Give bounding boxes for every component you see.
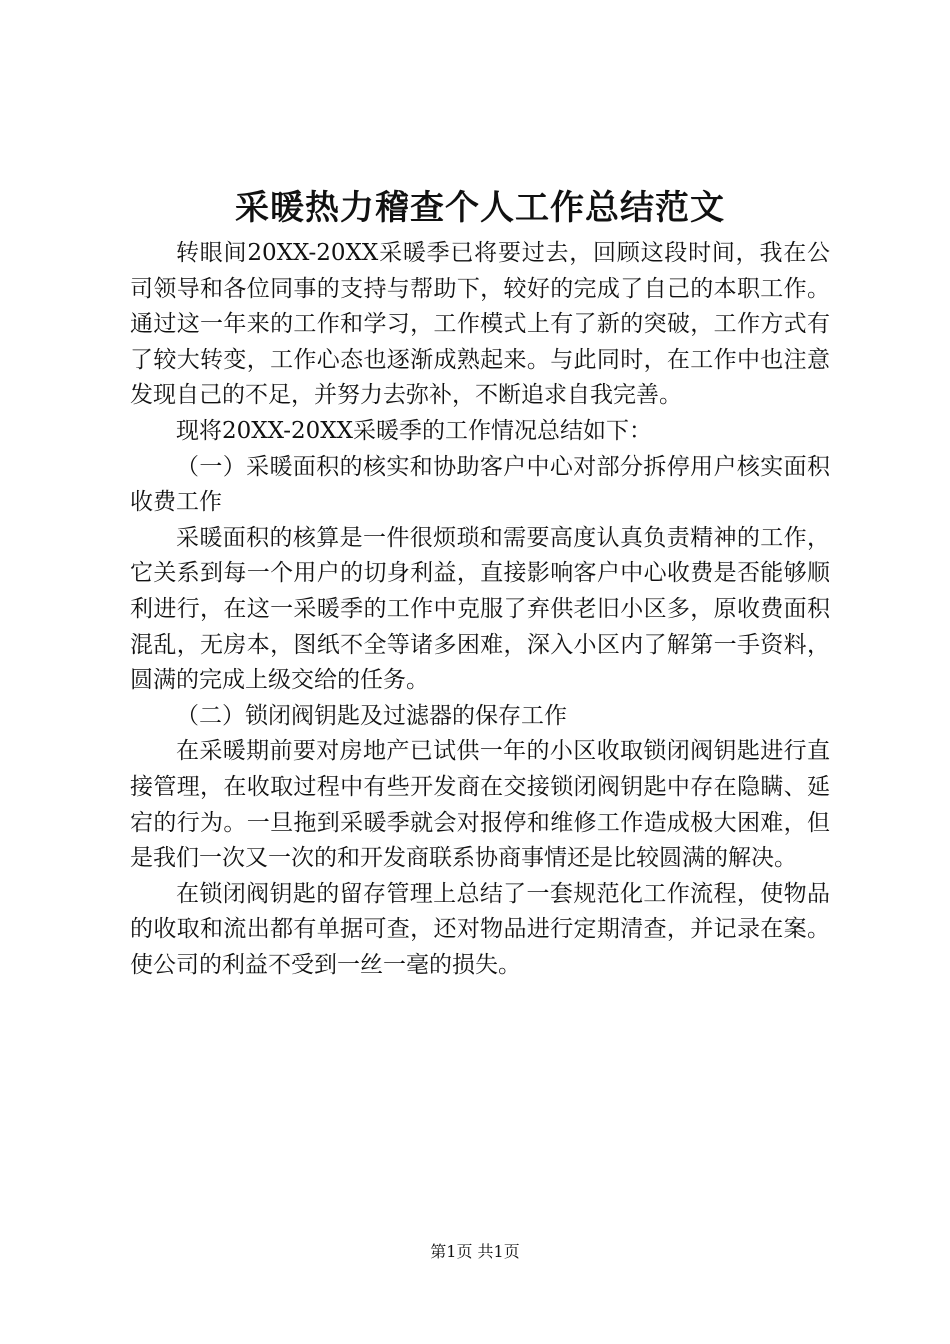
paragraph-section-1: 采暖面积的核算是一件很烦琐和需要高度认真负责精神的工作，它关系到每一个用户的切身利益，直接影响客户中心收费是否能够顺利进行，在这一采暖季的工作中克服了弃供老旧小区多，原收费面积混乱，无房本，图纸不全等诸多困难，深入小区内了解第一手资料，圆满的完成上级交给的任务。: [130, 524, 830, 694]
document-title: 采暖热力稽查个人工作总结范文: [235, 188, 725, 228]
page-footer: 第1页 共1页: [430, 1242, 520, 1261]
paragraph-section-2b: 在锁闭阀钥匙的留存管理上总结了一套规范化工作流程，使物品的收取和流出都有单据可查，还对物品进行定期清查，并记录在案。使公司的利益不受到一丝一毫的损失。: [130, 880, 830, 978]
section-heading-1: （一）采暖面积的核实和协助客户中心对部分拆停用户核实面积收费工作: [130, 453, 830, 516]
paragraph-section-2a: 在采暖期前要对房地产已试供一年的小区收取锁闭阀钥匙进行直接管理，在收取过程中有些开发商在交接锁闭阀钥匙中存在隐瞒、延宕的行为。一旦拖到采暖季就会对报停和维修工作造成极大困难，但是我们一次又一次的和开发商联系协商事情还是比较圆满的解决。: [130, 738, 830, 872]
paragraph-intro: 转眼间20XX-20XX采暖季已将要过去，回顾这段时间，我在公司领导和各位同事的支持与帮助下，较好的完成了自己的本职工作。通过这一年来的工作和学习，工作模式上有了新的突破，工作方式有了较大转变，工作心态也逐渐成熟起来。与此同时，在工作中也注意发现自己的不足，并努力去弥补，不断追求自我完善。: [130, 240, 830, 409]
paragraph-summary-lead: 现将20XX-20XX采暖季的工作情况总结如下：: [176, 417, 652, 444]
section-heading-2: （二）锁闭阀钥匙及过滤器的保存工作: [176, 702, 567, 729]
document-body: [130, 236, 830, 983]
